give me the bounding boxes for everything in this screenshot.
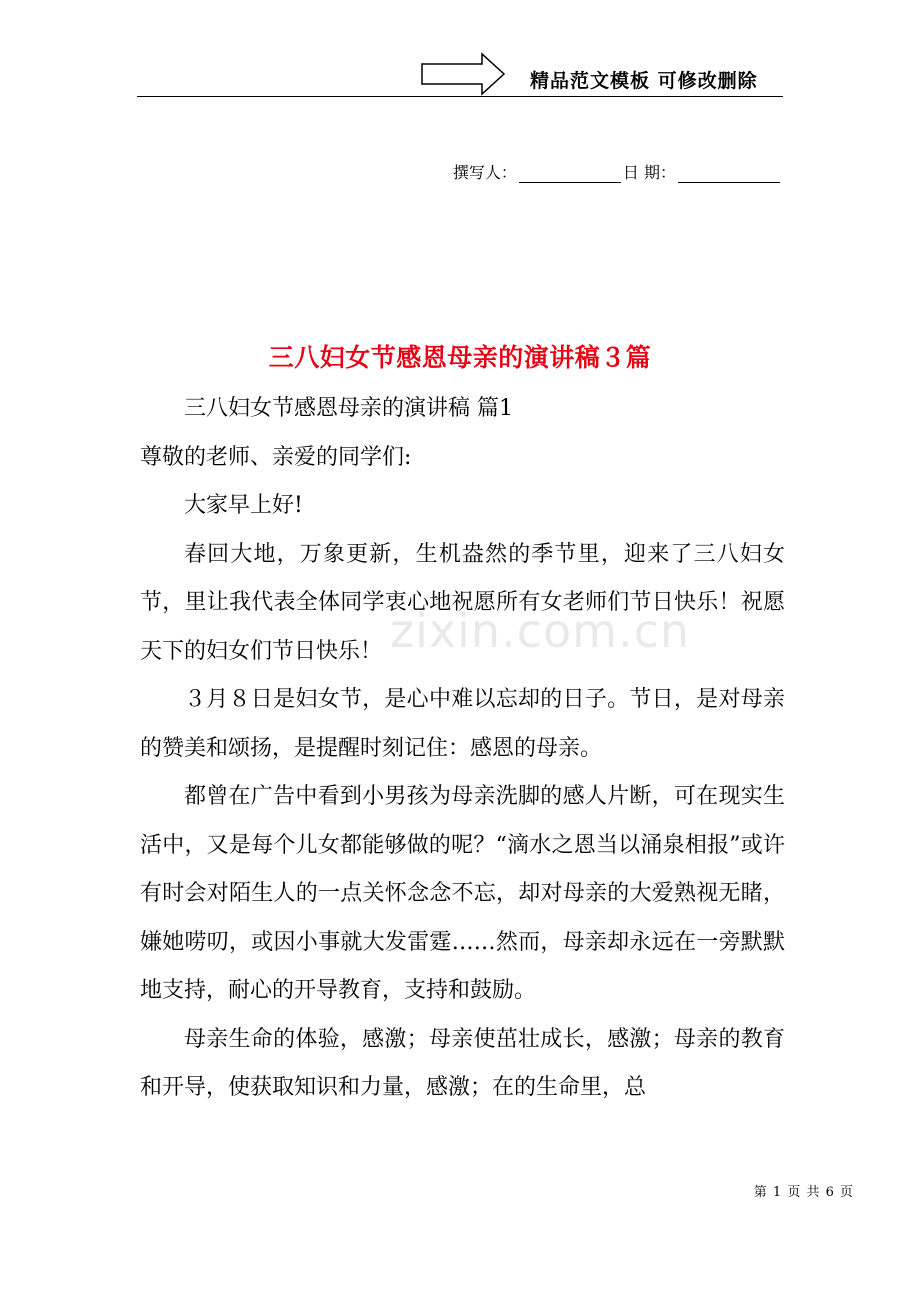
author-blank [519, 164, 621, 183]
body-paragraph: 春回大地，万象更新，生机盎然的季节里，迎来了三八妇女节，里让我代表全体同学衷心地祝愿所有女老师们节日快乐！祝愿天下的妇女们节日快乐！ [140, 541, 785, 664]
author-label: 撰写人： [452, 163, 517, 182]
header-label: 精品范文模板 可修改删除 [530, 70, 758, 92]
header-divider [137, 96, 783, 97]
section-heading: 三八妇女节感恩母亲的演讲稿 篇1 [184, 396, 513, 421]
arrow-right-icon [420, 52, 506, 96]
date-label: 日 期： [622, 163, 676, 182]
body-paragraph: 都曾在广告中看到小男孩为母亲洗脚的感人片断，可在现实生活中，又是每个儿女都能够做的呢？“滴水之恩当以涌泉相报”或许有时会对陌生人的一点关怀念念不忘，却对母亲的大爱熟视无睹，嫌她唠叨，或因小事就大发雷霆……然而，母亲却永远在一旁默默地支持，耐心的开导教育，支持和鼓励。 [140, 784, 785, 1003]
page-number: 第 1 页 共 6 页 [753, 1185, 854, 1200]
date-blank [678, 164, 780, 183]
body-paragraph: 母亲生命的体验，感激；母亲使茁壮成长，感激；母亲的教育和开导，使获取知识和力量，感激；在的生命里，总 [140, 1026, 785, 1100]
salutation: 尊敬的老师、亲爱的同学们: [140, 444, 412, 470]
watermark: zixin.com.cn [390, 604, 691, 658]
body-paragraph: ３月８日是妇女节，是心中难以忘却的日子。节日，是对母亲的赞美和颂扬，是提醒时刻记住：感恩的母亲。 [140, 687, 785, 761]
document-body [140, 385, 785, 1113]
document-title: 三八妇女节感恩母亲的演讲稿３篇 [268, 343, 652, 372]
greeting: 大家早上好! [184, 493, 303, 518]
author-date-line [453, 160, 782, 183]
